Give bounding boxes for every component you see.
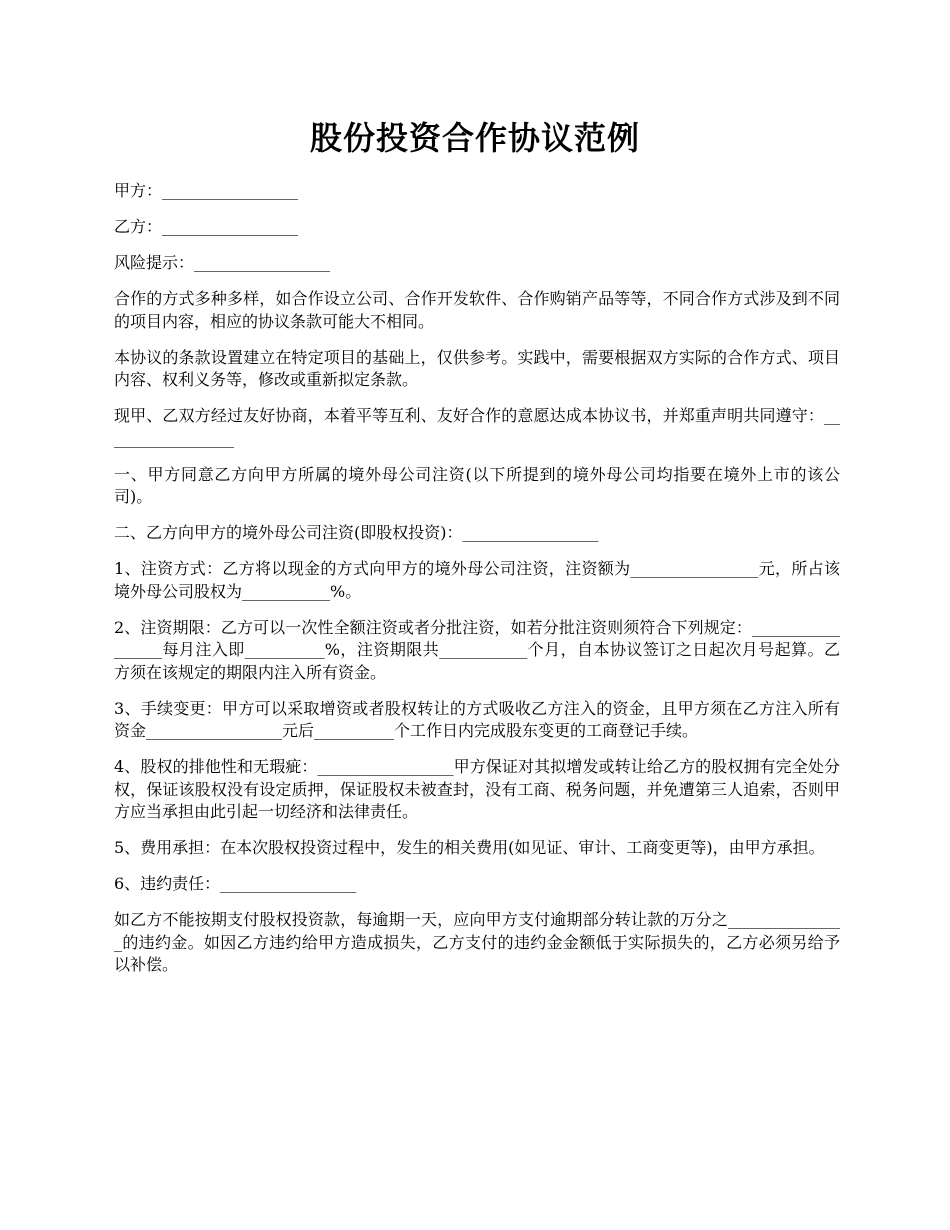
clause-2-item-2: 2、注资期限：乙方可以一次性全额注资或者分批注资，如若分批注资则须符合下列规定：_________________每月注入即__________%，注资期限共___________个月，自本协议签订之日起次月号起算。乙方须在该规定的期限内注入所有资金。 (114, 617, 840, 682)
clause-2-item-5: 5、费用承担：在本次股权投资过程中，发生的相关费用(如见证、审计、工商变更等)，由甲方承担。 (114, 838, 825, 857)
party-a-line: 甲方：_________________ (114, 181, 299, 200)
document-title: 股份投资合作协议范例 (309, 119, 640, 157)
document-body (114, 180, 840, 990)
agreement-statement: 现甲、乙双方经过友好协商，本着平等互利、友好合作的意愿达成本协议书，并郑重声明共同遵守：_________________ (114, 406, 840, 448)
party-b-line: 乙方：_________________ (114, 217, 299, 236)
risk-notice-line: 风险提示：_________________ (114, 253, 331, 272)
clause-2-item-1: 1、注资方式：乙方将以现金的方式向甲方的境外母公司注资，注资额为________________元，所占该境外母公司股权为___________%。 (114, 559, 840, 601)
clause-2-item-6: 6、违约责任：_________________ (114, 874, 357, 893)
clause-2: 二、乙方向甲方的境外母公司注资(即股权投资)：_________________ (114, 523, 599, 542)
clause-2-item-4: 4、股权的排他性和无瑕疵：_________________甲方保证对其拟增发或转让给乙方的股权拥有完全处分权，保证该股权没有设定质押，保证股权未被查封，没有工商、税务问题，并免遭第三人追索，否则甲方应当承担由此引起一切经济和法律责任。 (114, 757, 840, 821)
breach-paragraph: 如乙方不能按期支付股权投资款，每逾期一天，应向甲方支付逾期部分转让款的万分之_______________的违约金。如因乙方违约给甲方造成损失，乙方支付的违约金金额低于实际损失的，乙方必须另给予以补偿。 (114, 910, 840, 974)
clause-2-item-3: 3、手续变更：甲方可以采取增资或者股权转让的方式吸收乙方注入的资金，且甲方须在乙方注入所有资金_________________元后__________个工作日内完成股东变更的工商登记手续。 (114, 698, 840, 740)
intro-paragraph-1: 合作的方式多种多样，如合作设立公司、合作开发软件、合作购销产品等等，不同合作方式涉及到不同的项目内容，相应的协议条款可能大不相同。 (114, 289, 840, 331)
intro-paragraph-2: 本协议的条款设置建立在特定项目的基础上，仅供参考。实践中，需要根据双方实际的合作方式、项目内容、权利义务等，修改或重新拟定条款。 (114, 347, 840, 389)
clause-1: 一、甲方同意乙方向甲方所属的境外母公司注资(以下所提到的境外母公司均指要在境外上市的该公司)。 (114, 464, 840, 506)
